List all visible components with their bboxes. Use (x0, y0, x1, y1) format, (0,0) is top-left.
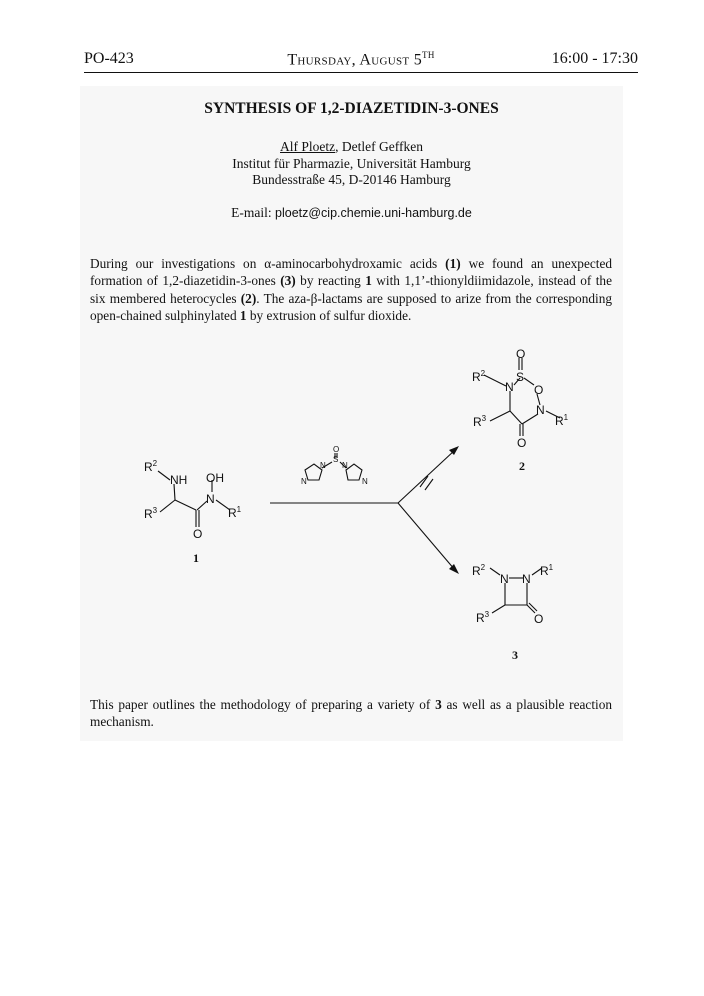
session-day: Thursday, August 5TH (287, 50, 435, 69)
amide-nitrogen: N (206, 492, 215, 506)
reagent-n-left-2: N (320, 461, 326, 470)
reagent-sulfur: S (333, 455, 339, 464)
ring-nitrogen-2a: N (505, 380, 514, 394)
co-authors: , Detlef Geffken (335, 139, 423, 154)
r2-group-3: $R^2$ (472, 563, 486, 578)
r2-group-1: $R^2$ (144, 459, 158, 474)
ring-oxygen: O (534, 383, 544, 397)
session-time: 16:00 - 17:30 (551, 50, 638, 67)
compound-3-label: 3 (512, 648, 518, 662)
r3-group-2: $R^3$ (473, 414, 487, 429)
email-address: ploetz@cip.chemie.uni-hamburg.de (275, 206, 472, 220)
r1-group-3: $R^1$ (540, 563, 554, 578)
institute: Institut für Pharmazie, Universität Hamburg (232, 155, 471, 171)
paper-title: SYNTHESIS OF 1,2-DIAZETIDIN-3-ONES (204, 100, 499, 117)
closing-paragraph: This paper outlines the methodology of preparing a variety of 3 as well as a plausible reaction mechanism. (90, 697, 613, 730)
reagent-oxygen: O (333, 445, 340, 454)
r1-group-1: $R^1$ (228, 505, 242, 520)
carbonyl-oxygen-3: O (534, 612, 544, 626)
r3-group-3: $R^3$ (476, 610, 490, 625)
nh-group: NH (170, 473, 188, 487)
sulfinyl-oxygen: O (516, 347, 526, 361)
compound-1-label: 1 (193, 551, 199, 565)
r2-group-2: $R^2$ (472, 369, 486, 384)
ring-nitrogen-2b: N (536, 403, 545, 417)
r3-group-1: $R^3$ (144, 506, 158, 521)
oh-group: OH (206, 471, 224, 485)
carbonyl-oxygen-2: O (517, 436, 527, 450)
abstract-paragraph: During our investigations on α-aminocarbohydroxamic acids (1) we found an unexpected formation of 1,2-diazetidin-3-ones (3) by reacting 1 with 1,1’-thionyldiimidazole, instead of the six membered heterocycles (2). The aza-β-lactams are supposed to arize from the corresponding open-chained sulphinylated 1 by extrusion of sulfur dioxide. (90, 256, 612, 323)
address: Bundesstraße 45, D-20146 Hamburg (252, 172, 451, 187)
ring-sulfur: S (516, 370, 525, 384)
r1-group-2: $R^1$ (555, 413, 569, 428)
compound-2-label: 2 (519, 459, 525, 473)
email-line: E-mail: ploetz@cip.chemie.uni-hamburg.de (231, 205, 472, 220)
reagent-n-right-2: N (342, 461, 348, 470)
ring-nitrogen-3b: N (522, 572, 531, 586)
reagent-n-right: N (362, 477, 368, 486)
abstract-code: PO-423 (84, 50, 134, 67)
carbonyl-oxygen-1: O (193, 527, 203, 541)
reagent-n-left: N (301, 477, 307, 486)
presenting-author: Alf Ploetz (280, 139, 336, 154)
ring-nitrogen-3a: N (500, 572, 509, 586)
